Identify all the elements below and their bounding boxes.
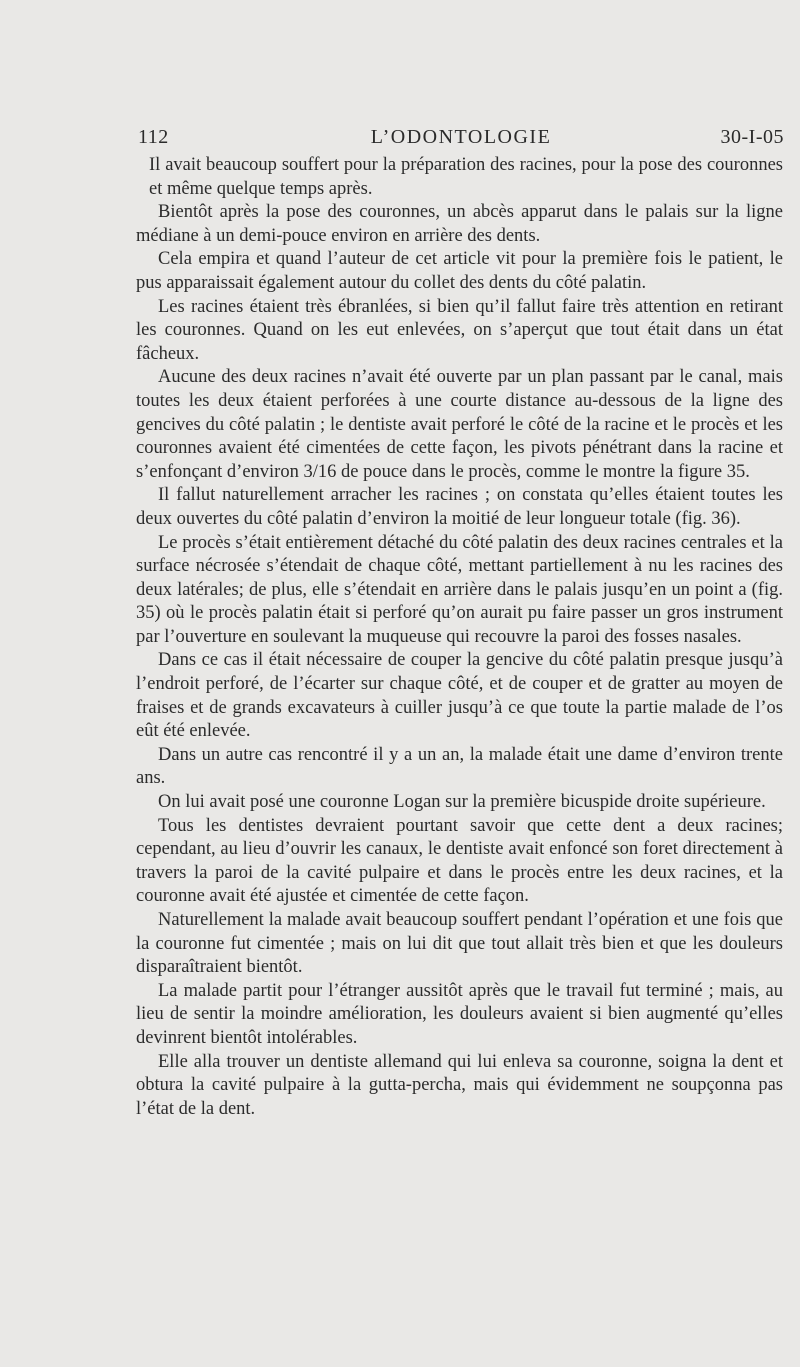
paragraph: Dans ce cas il était nécessaire de couper la gencive du côté palatin presque jusqu’à l’endroit perforé, de l’écarter sur chaque côté, et de couper et de gratter au moyen de fraises et de grands excavateurs à cuiller jusqu’à ce que toute la partie malade de l’os eût été enlevée. bbox=[136, 650, 783, 742]
paragraph: Bientôt après la pose des couronnes, un abcès apparut dans le palais sur la ligne médiane à un demi-pouce environ en arrière des dents. bbox=[136, 202, 783, 246]
paragraph: Aucune des deux racines n’avait été ouverte par un plan passant par le canal, mais toutes les deux étaient perforées à une courte distance au-dessous de la ligne des gencives du côté palatin ; le dentiste avait perforé le côté de la racine et le procès et les couronnes avaient été cimentées de cette façon, les pivots pénétrant dans la racine et s’enfonçant d’environ 3/16 de pouce dans le procès, comme le montre la figure 35. bbox=[136, 367, 783, 482]
paragraph: Tous les dentistes devraient pourtant savoir que cette dent a deux racines; cependant, au lieu d’ouvrir les canaux, le dentiste avait enfoncé son foret directement à travers la paroi de la cavité pulpaire et dans le procès entre les deux racines, et la couronne avait été ajustée et cimentée de cette façon. bbox=[136, 815, 783, 907]
article-body bbox=[136, 154, 783, 1121]
paragraph: Elle alla trouver un dentiste allemand qui lui enleva sa couronne, soigna la dent et obtura la cavité pulpaire à la gutta-percha, mais qui évidemment ne soupçonna pas l’état de la dent. bbox=[136, 1051, 783, 1119]
journal-title: L’ODONTOLOGIE bbox=[370, 126, 552, 148]
paragraph: Les racines étaient très ébranlées, si bien qu’il fallut faire très attention en retirant les couronnes. Quand on les eut enlevées, on s’aperçut que tout était dans un état fâcheux. bbox=[136, 296, 783, 364]
paragraph: La malade partit pour l’étranger aussitôt après que le travail fut terminé ; mais, au lieu de sentir la moindre amélioration, les douleurs avaient si bien augmenté qu’elles devinrent bientôt intolérables. bbox=[136, 980, 783, 1048]
issue-date: 30-I-05 bbox=[720, 126, 784, 148]
running-header bbox=[138, 126, 784, 156]
paragraph: Il avait beaucoup souffert pour la préparation des racines, pour la pose des couronnes et même quelque temps après. bbox=[149, 155, 783, 199]
paragraph: Naturellement la malade avait beaucoup souffert pendant l’opération et une fois que la couronne fut cimentée ; mais on lui dit que tout allait très bien et que les douleurs disparaîtraient bientôt. bbox=[136, 910, 783, 978]
paragraph: On lui avait posé une couronne Logan sur la première bicuspide droite supérieure. bbox=[158, 792, 766, 813]
paragraph: Il fallut naturellement arracher les racines ; on constata qu’elles étaient toutes les deux ouvertes du côté palatin d’environ la moitié de leur longueur totale (fig. 36). bbox=[136, 485, 783, 529]
paragraph: Le procès s’était entièrement détaché du côté palatin des deux racines centrales et la surface nécrosée s’étendait de chaque côté, mettant partiellement à nu les racines des deux latérales; de plus, elle s’étendait en arrière dans le palais jusqu’en un point a (fig. 35) où le procès palatin était si perforé qu’on aurait pu faire passer un gros instrument par l’ouverture en soulevant la muqueuse qui recouvre la paroi des fosses nasales. bbox=[136, 532, 783, 647]
page-number: 112 bbox=[138, 126, 169, 148]
paragraph: Dans un autre cas rencontré il y a un an, la malade était une dame d’environ trente ans. bbox=[136, 744, 783, 789]
paragraph: Cela empira et quand l’auteur de cet article vit pour la première fois le patient, le pus apparaissait également autour du collet des dents du côté palatin. bbox=[136, 249, 783, 293]
